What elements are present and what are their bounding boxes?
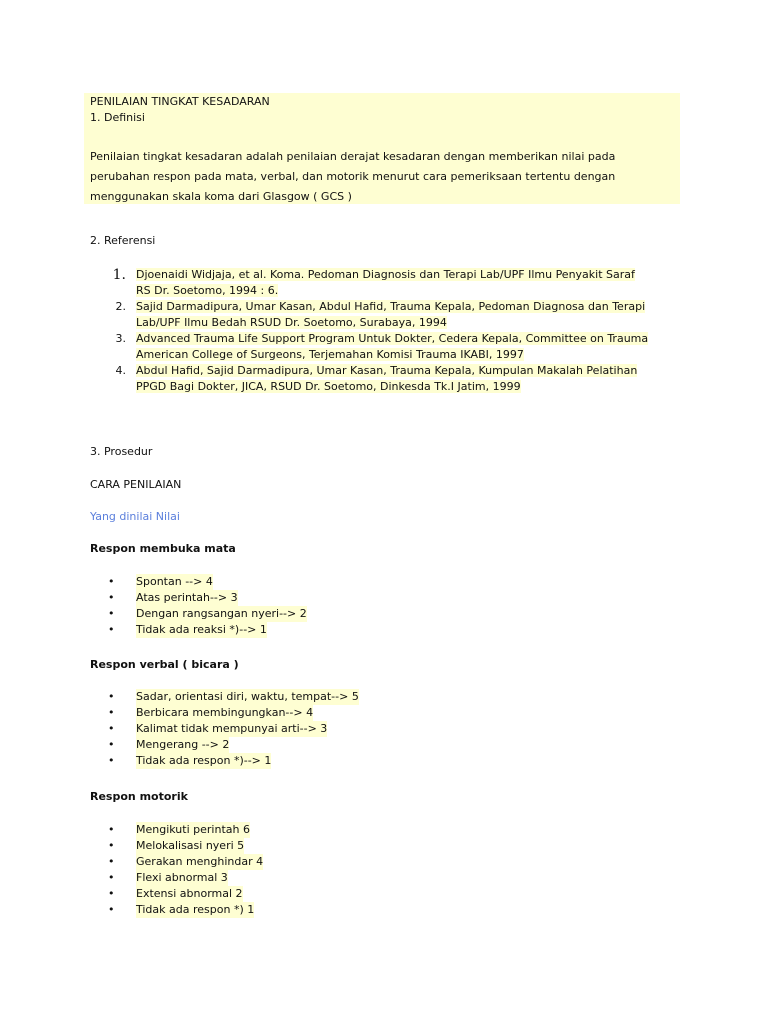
bullet-icon: • xyxy=(108,690,115,703)
bullet-icon: • xyxy=(108,607,115,620)
list-item xyxy=(108,590,307,606)
reference-item xyxy=(100,267,700,299)
verbal-response-title: Respon verbal ( bicara ) xyxy=(90,658,239,671)
list-item xyxy=(108,822,263,838)
bullet-icon: • xyxy=(108,903,115,916)
list-item xyxy=(108,606,307,622)
document-title: PENILAIAN TINGKAT KESADARAN xyxy=(90,95,270,108)
motor-response-title: Respon motorik xyxy=(90,790,188,803)
bullet-icon: • xyxy=(108,887,115,900)
bullet-icon: • xyxy=(108,823,115,836)
definition-line: Penilaian tingkat kesadaran adalah penilaian derajat kesadaran dengan memberikan nilai pada xyxy=(90,150,616,163)
reference-text: Lab/UPF Ilmu Bedah RSUD Dr. Soetomo, Surabaya, 1994 xyxy=(136,316,447,329)
list-item-text: Kalimat tidak mempunyai arti--> 3 xyxy=(136,722,328,735)
reference-text: RS Dr. Soetomo, 1994 : 6. xyxy=(136,284,279,297)
list-item xyxy=(108,689,359,705)
column-label: Yang dinilai Nilai xyxy=(90,510,180,523)
reference-text: American College of Surgeons, Terjemahan Komisi Trauma IKABI, 1997 xyxy=(136,348,524,361)
list-item-text: Sadar, orientasi diri, waktu, tempat--> 5 xyxy=(136,690,359,703)
reference-item xyxy=(100,331,700,363)
bullet-icon: • xyxy=(108,855,115,868)
reference-text: Sajid Darmadipura, Umar Kasan, Abdul Hafid, Trauma Kepala, Pedoman Diagnosa dan Terapi xyxy=(136,300,646,313)
reference-item xyxy=(100,299,700,331)
list-item-text: Gerakan menghindar 4 xyxy=(136,855,264,868)
eye-response-list xyxy=(108,574,307,638)
motor-response-list xyxy=(108,822,263,918)
reference-item xyxy=(100,363,700,395)
definition-heading: 1. Definisi xyxy=(90,111,145,124)
list-item xyxy=(108,753,359,769)
bullet-icon: • xyxy=(108,871,115,884)
list-item xyxy=(108,705,359,721)
bullet-icon: • xyxy=(108,706,115,719)
bullet-icon: • xyxy=(108,575,115,588)
bullet-icon: • xyxy=(108,591,115,604)
list-item-text: Tidak ada reaksi *)--> 1 xyxy=(136,623,267,636)
list-item-text: Extensi abnormal 2 xyxy=(136,887,243,900)
references-heading: 2. Referensi xyxy=(90,234,156,247)
list-item xyxy=(108,737,359,753)
references-list xyxy=(100,267,700,395)
list-item xyxy=(108,854,263,870)
eye-response-title: Respon membuka mata xyxy=(90,542,236,555)
bullet-icon: • xyxy=(108,623,115,636)
definition-line: perubahan respon pada mata, verbal, dan motorik menurut cara pemeriksaan tertentu dengan xyxy=(90,170,616,183)
list-item xyxy=(108,574,307,590)
reference-number: 2. xyxy=(115,300,126,313)
list-item-text: Dengan rangsangan nyeri--> 2 xyxy=(136,607,307,620)
list-item-text: Spontan --> 4 xyxy=(136,575,213,588)
reference-number: 4. xyxy=(115,364,126,377)
list-item-text: Tidak ada respon *) 1 xyxy=(136,903,255,916)
reference-text: PPGD Bagi Dokter, JICA, RSUD Dr. Soetomo, Dinkesda Tk.I Jatim, 1999 xyxy=(136,380,521,393)
definition-line: menggunakan skala koma dari Glasgow ( GCS ) xyxy=(90,190,352,203)
bullet-icon: • xyxy=(108,738,115,751)
bullet-icon: • xyxy=(108,839,115,852)
list-item-text: Atas perintah--> 3 xyxy=(136,591,238,604)
procedure-subheading: CARA PENILAIAN xyxy=(90,478,182,491)
reference-text: Advanced Trauma Life Support Program Untuk Dokter, Cedera Kepala, Committee on Trauma xyxy=(136,332,649,345)
reference-number: 3. xyxy=(115,332,126,345)
list-item xyxy=(108,838,263,854)
procedure-heading: 3. Prosedur xyxy=(90,445,153,458)
list-item-text: Tidak ada respon *)--> 1 xyxy=(136,754,272,767)
reference-text: Djoenaidi Widjaja, et al. Koma. Pedoman Diagnosis dan Terapi Lab/UPF Ilmu Penyakit Saraf xyxy=(136,268,635,281)
list-item-text: Mengerang --> 2 xyxy=(136,738,230,751)
list-item-text: Melokalisasi nyeri 5 xyxy=(136,839,245,852)
list-item-text: Berbicara membingungkan--> 4 xyxy=(136,706,314,719)
verbal-response-list xyxy=(108,689,359,769)
list-item xyxy=(108,870,263,886)
reference-number: 1. xyxy=(112,267,126,283)
bullet-icon: • xyxy=(108,754,115,767)
list-item-text: Mengikuti perintah 6 xyxy=(136,823,250,836)
list-item xyxy=(108,886,263,902)
list-item xyxy=(108,622,307,638)
list-item-text: Flexi abnormal 3 xyxy=(136,871,228,884)
list-item xyxy=(108,721,359,737)
list-item xyxy=(108,902,263,918)
bullet-icon: • xyxy=(108,722,115,735)
reference-text: Abdul Hafid, Sajid Darmadipura, Umar Kasan, Trauma Kepala, Kumpulan Makalah Pelatihan xyxy=(136,364,638,377)
